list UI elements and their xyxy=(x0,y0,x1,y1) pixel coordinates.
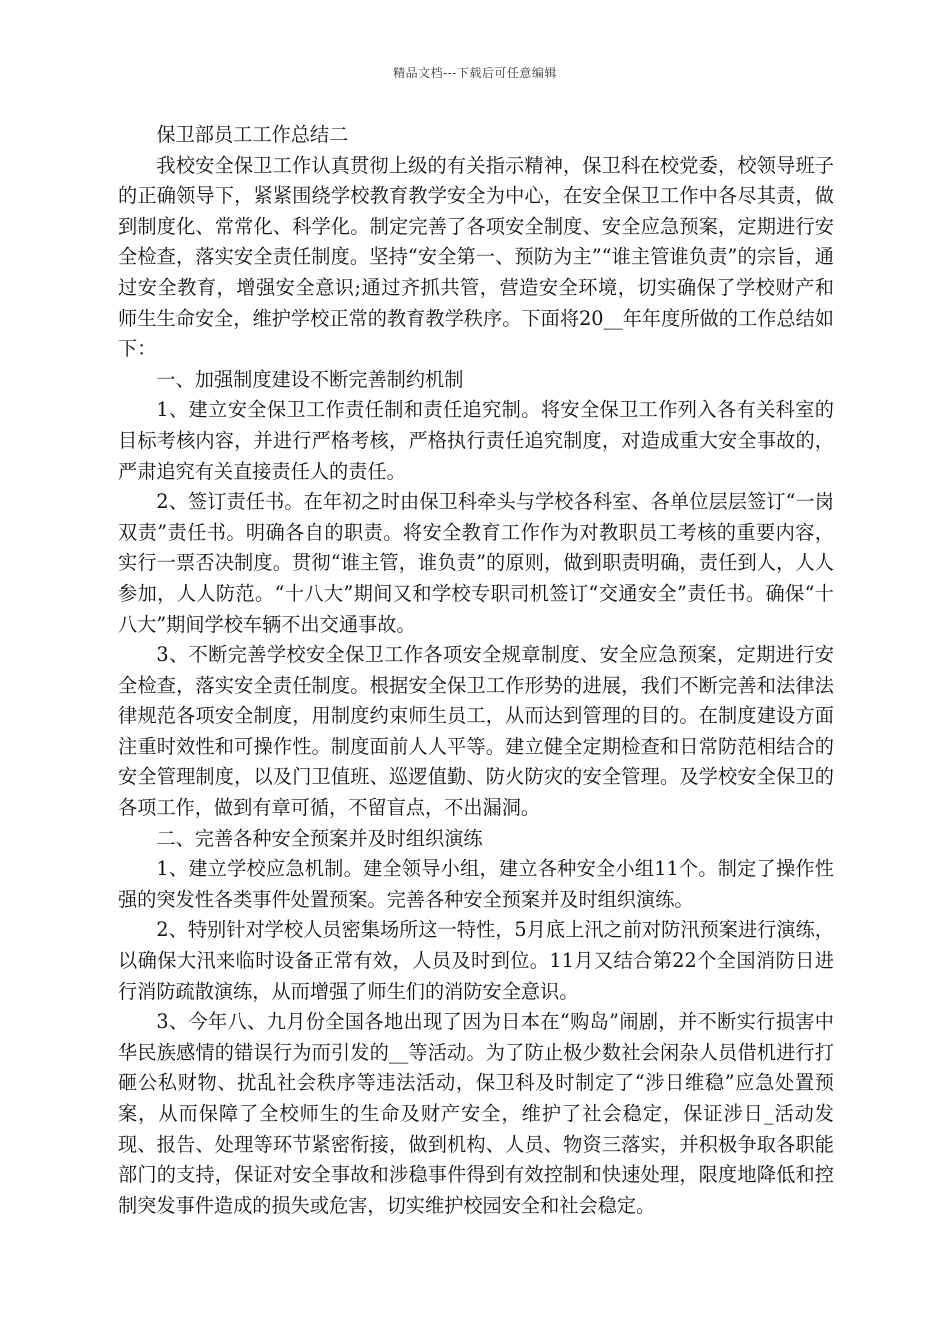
section-2-heading: 二、完善各种安全预案并及时组织演练 xyxy=(156,826,483,850)
section-1-heading: 一、加强制度建设不断完善制约机制 xyxy=(156,367,464,391)
section-1-paragraph-2: 2、签订责任书。在年初之时由保卫科牵头与学校各科室、各单位层层签订“一岗双责”责任书。明确各自的职责。将安全教育工作作为对教职员工考核的重要内容，实行一票否决制度。贯彻“谁主管，谁负责”的原则，做到职责明确，责任到人，人人参加，人人防范。“十八大”期间又和学校专职司机签订“交通安全”责任书。确保“十八大”期间学校车辆不出交通事故。 xyxy=(118,490,834,636)
section-2-paragraph-1: 1、建立学校应急机制。建全领导小组，建立各种安全小组11个。制定了操作性强的突发性各类事件处置预案。完善各种安全预案并及时组织演练。 xyxy=(118,857,834,911)
section-1-paragraph-1: 1、建立安全保卫工作责任制和责任追究制。将安全保卫工作列入各有关科室的目标考核内容，并进行严格考核，严格执行责任追究制度，对造成重大安全事故的，严肃追究有关直接责任人的责任。 xyxy=(118,398,834,483)
intro-paragraph: 我校安全保卫工作认真贯彻上级的有关指示精神，保卫科在校党委，校领导班子的正确领导下，紧紧围绕学校教育教学安全为中心，在安全保卫工作中各尽其责，做到制度化、常常化、科学化。制定完善了各项安全制度、安全应急预案，定期进行安全检查，落实安全责任制度。坚持“安全第一、预防为主”“谁主管谁负责”的宗旨，通过安全教育，增强安全意识;通过齐抓共管，营造安全环境，切实确保了学校财产和师生生命安全，维护学校正常的教育教学秩序。下面将20__年年度所做的工作总结如下： xyxy=(118,153,834,361)
section-1-paragraph-3: 3、不断完善学校安全保卫工作各项安全规章制度、安全应急预案，定期进行安全检查，落实安全责任制度。根据安全保卫工作形势的进展，我们不断完善和法律法律规范各项安全制度，用制度约束师生员工，从而达到管理的目的。在制度建设方面注重时效性和可操作性。制度面前人人平等。建立健全定期检查和日常防范相结合的安全管理制度，以及门卫值班、巡逻值勤、防火防灾的安全管理。及学校安全保卫的各项工作，做到有章可循，不留盲点，不出漏洞。 xyxy=(118,643,834,820)
page-header: 精品文档---下载后可任意编辑 xyxy=(393,66,557,80)
section-2-paragraph-2: 2、特别针对学校人员密集场所这一特性，5月底上汛之前对防汛预案进行演练，以确保大汛来临时设备正常有效，人员及时到位。11月又结合第22个全国消防日进行消防疏散演练，从而增强了师生们的消防安全意识。 xyxy=(118,918,834,1003)
section-2-paragraph-3: 3、今年八、九月份全国各地出现了因为日本在“购岛”闹剧，并不断实行损害中华民族感情的错误行为而引发的__等活动。为了防止极少数社会闲杂人员借机进行打砸公私财物、扰乱社会秩序等违法活动，保卫科及时制定了“涉日维稳”应急处置预案，从而保障了全校师生的生命及财产安全，维护了社会稳定，保证涉日_活动发现、报告、处理等环节紧密衔接，做到机构、人员、物资三落实，并积极争取各职能部门的支持，保证对安全事故和涉稳事件得到有效控制和快速处理，限度地降低和控制突发事件造成的损失或危害，切实维护校园安全和社会稳定。 xyxy=(118,1010,834,1217)
document-title: 保卫部员工工作总结二 xyxy=(156,123,349,146)
document-body xyxy=(118,120,834,1221)
